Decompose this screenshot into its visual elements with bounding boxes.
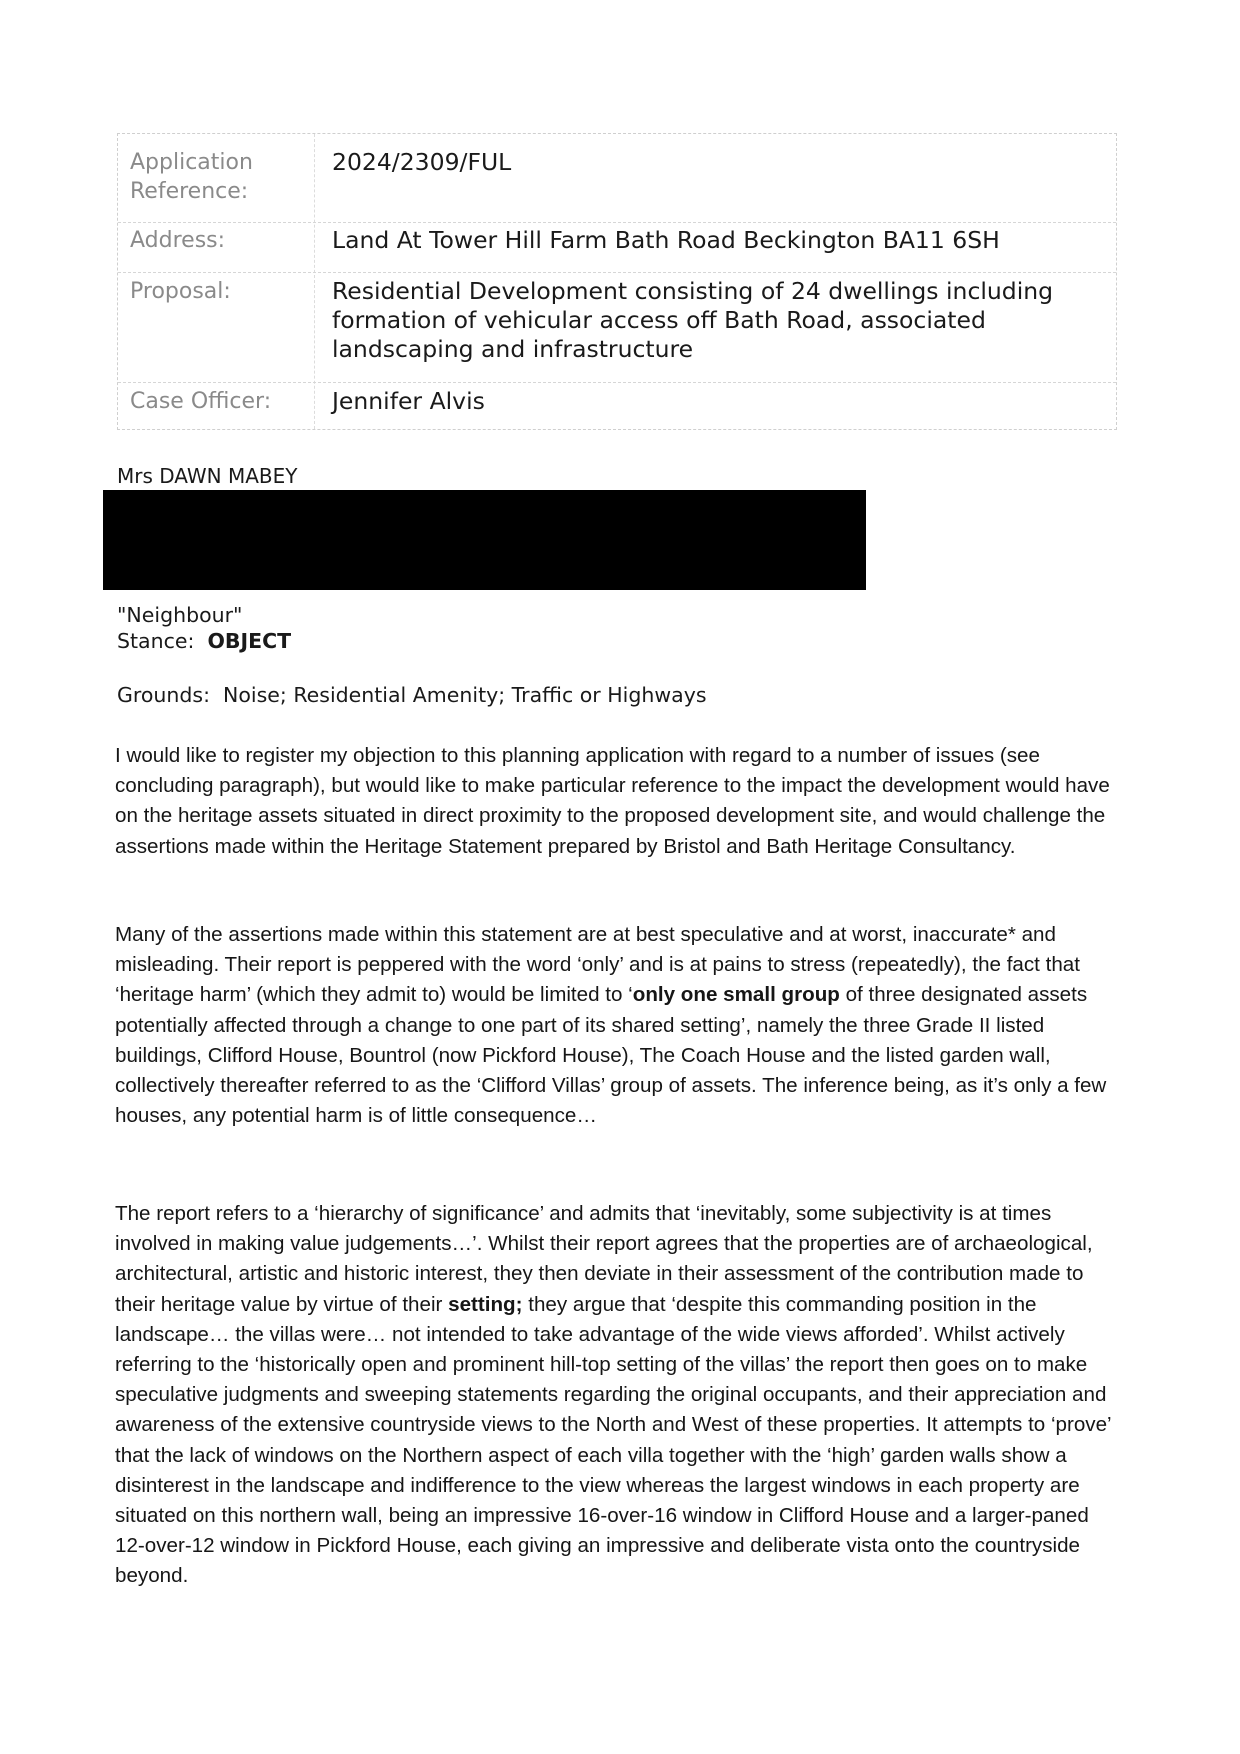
grounds-label: Grounds:	[117, 683, 210, 707]
redacted-address-block	[103, 490, 866, 590]
paragraph-2-bold: only one small group	[632, 983, 840, 1007]
grounds-value: Noise; Residential Amenity; Traffic or Highways	[223, 683, 707, 707]
paragraph-1-text: I would like to register my objection to this planning application with regard to a number of issues (see concluding paragraph), but would like to make particular reference to the impact the development would have on the heritage assets situated in direct proximity to the proposed development site, and would challenge the assertions made within the Heritage Statement prepared by Bristol and Bath Heritage Consultancy.	[115, 744, 1110, 858]
column-divider	[314, 134, 315, 429]
paragraph-3-text-b: they argue that ‘despite this commanding position in the landscape… the villas were… not intended to take advantage of the wide views afforded’. Whilst actively referring to the ‘historically open and prominent hill-top setting of the villas’ the report then goes on to make speculative judgments and sweeping statements regarding the original occupants, and their appreciation and awareness of the extensive countryside views to the North and West of these properties. It attempts to ‘prove’ that the lack of windows on the Northern aspect of each villa together with the ‘high’ garden walls show a disinterest in the landscape and indifference to the view whereas the largest windows in each property are situated on this northern wall, being an impressive 16-over-16 window in Clifford House and a larger-paned 12-over-12 window in Pickford House, each giving an impressive and deliberate vista onto the countryside beyond.	[115, 1292, 1111, 1588]
paragraph-2	[115, 920, 1120, 1131]
paragraph-3	[115, 1199, 1120, 1592]
proposal-label: Proposal:	[130, 279, 231, 304]
paragraph-3-bold: setting;	[448, 1292, 523, 1316]
paragraph-3-text-a: The report refers to a ‘hierarchy of significance’ and admits that ‘inevitably, some subjectivity is at times involved in making value judgements…’. Whilst their report agrees that the properties are of archaeological, architectural, artistic and historic interest, they then deviate in their assessment of the contribution made to their heritage value by virtue of their	[115, 1202, 1093, 1316]
address-value: Land At Tower Hill Farm Bath Road Beckington BA11 6SH	[332, 226, 1000, 254]
grounds-line	[117, 682, 707, 708]
row-divider	[118, 272, 1116, 273]
stance-value: OBJECT	[207, 629, 292, 653]
reference-value: 2024/2309/FUL	[332, 148, 512, 176]
paragraph-2-text-a: Many of the assertions made within this statement are at best speculative and at worst, inaccurate* and misleading. Their report is peppered with the word ‘only’ and is at pains to stress (repeatedly), the fact that ‘heritage harm’ (which they admit to) would be limited to ‘	[115, 923, 1080, 1007]
case-officer-label: Case Officer:	[130, 389, 272, 414]
proposal-value: Residential Development consisting of 24 dwellings including formation of vehicular access off Bath Road, associated landscaping and infrastructure	[332, 277, 1054, 363]
case-officer-value: Jennifer Alvis	[332, 387, 485, 415]
application-details-table	[117, 133, 1117, 430]
paragraph-1	[115, 741, 1120, 862]
stance-line	[117, 628, 291, 654]
address-label: Address:	[130, 228, 226, 253]
reference-label: Application Reference:	[130, 150, 253, 204]
row-divider	[118, 222, 1116, 223]
respondent-name: Mrs DAWN MABEY	[117, 464, 298, 488]
respondent-type: "Neighbour"	[117, 603, 243, 627]
row-divider	[118, 382, 1116, 383]
stance-label: Stance:	[117, 629, 195, 653]
paragraph-2-text-b: of three designated assets potentially affected through a change to one part of its shared setting’, namely the three Grade II listed buildings, Clifford House, Bountrol (now Pickford House), The Coach House and the listed garden wall, collectively thereafter referred to as the ‘Clifford Villas’ group of assets. The inference being, as it’s only a few houses, any potential harm is of little consequence…	[115, 983, 1107, 1128]
